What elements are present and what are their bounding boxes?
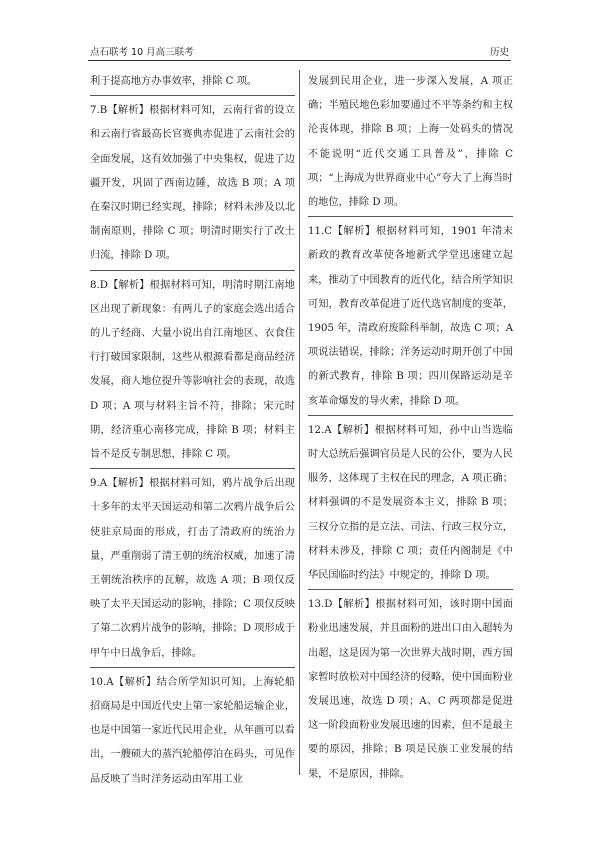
header-subject: 历史 [489,47,509,58]
left-column [90,70,295,792]
answer-13: 13.D【解析】根据材料可知，该时期中国面粉业迅速发展，并且面粉的进出口由入超转为出超，这是因为第一次世界大战时期，西方国家暂时放松对中国经济的侵略，使中国面粉业发展迅速，故选 D 项；A、C 两项都是促进这一阶段面粉业发展迅速的因素，但不是最主要的原因，排除；B 项是民族工业发展的结果，不是原因，排除。 [308,599,513,780]
right-column [308,70,513,787]
answer-separator [308,415,513,416]
answer-separator [90,667,295,668]
answer-separator [308,216,513,217]
answer-9: 9.A【解析】根据材料可知，鸦片战争后出现十多年的太平天国运动和第二次鸦片战争后公使驻京局面的形成，打击了清政府的统治力量，严重削弱了清王朝的统治权威，加速了清王朝统治秩序的瓦解，故选 A 项；B 项仅反映了太平天国运动的影响，排除；C 项仅反映了第二次鸦片战争的影响，排除；D 项形成于甲午中日战争后，排除。 [90,478,295,659]
answer-separator [90,270,295,271]
answer-separator [308,589,513,590]
answer-8: 8.D【解析】根据材料可知，明清时期江南地区出现了新现象：有两儿子的家庭会选出适合的儿子经商、大量小说出自江南地区、衣食住行打破国家限制，这些从根源看都是商品经济发展，商人地位提升等影响社会的表现，故选 D 项；A 项与材料主旨不符，排除；宋元时期，经济重心南移完成，排除 B 项；材料主旨不是反专制思想，排除 C 项。 [90,279,295,461]
answer-separator [90,95,295,96]
header-exam-title: 点石联考 10 月高三联考 [90,47,194,58]
answer-10: 10.A【解析】结合所学知识可知，上海轮船招商局是中国近代史上第一家轮船运输企业，也是中国第一家近代民用企业，从年画可以看出，一艘硕大的蒸汽轮船停泊在码头，可见作品反映了当时洋务运动由军用工业 [90,676,295,785]
page-header [88,40,511,61]
answer-7: 7.B【解析】根据材料可知，云南行省的设立和云南行省最高长官赛典赤促进了云南社会的全面发展，这有效加强了中央集权，促进了边疆开发，巩固了西南边陲，故选 B 项；A 项在秦汉时期已经实现，排除；材料未涉及以北制南原则，排除 C 项；明清时期实行了改土归流，排除 D 项。 [90,105,295,262]
answer-12: 12.A【解析】根据材料可知，孙中山当选临时大总统后强调官员是人民的公仆，要为人民服务，这体现了主权在民的理念，A 项正确；材料强调的不是发展资本主义，排除 B 项；三权分立指的是立法、司法、行政三权分立，材料未涉及，排除 C 项；责任内阁制是《中华民国临时约法》中规定的，排除 D 项。 [308,424,513,582]
answer-separator [90,468,295,469]
answer-6-tail: 利于提高地方办事效率，排除 C 项。 [90,76,258,87]
column-divider [299,70,300,775]
answer-10-continued: 发展到民用企业，进一步深入发展，A 项正确；半殖民地色彩加要通过不平等条约和主权沦丧体现，排除 B 项；上海一处码头的情况不能说明“近代交通工具普及”，排除 C 项；“上海成为世界商业中心”夸大了上海当时的地位，排除 D 项。 [308,76,513,209]
answer-11: 11.C【解析】根据材料可知，1901 年清末新政的教育改革使各地新式学堂迅速建立起来，推动了中国教育的近代化，结合所学知识可知，教育改革促进了近代选官制度的变革，1905 年，清政府废除科举制，故选 C 项；A 项说法错误，排除；洋务运动时期开创了中国的新式教育，排除 B 项；四川保路运动是辛亥革命爆发的导火索，排除 D 项。 [308,226,513,407]
